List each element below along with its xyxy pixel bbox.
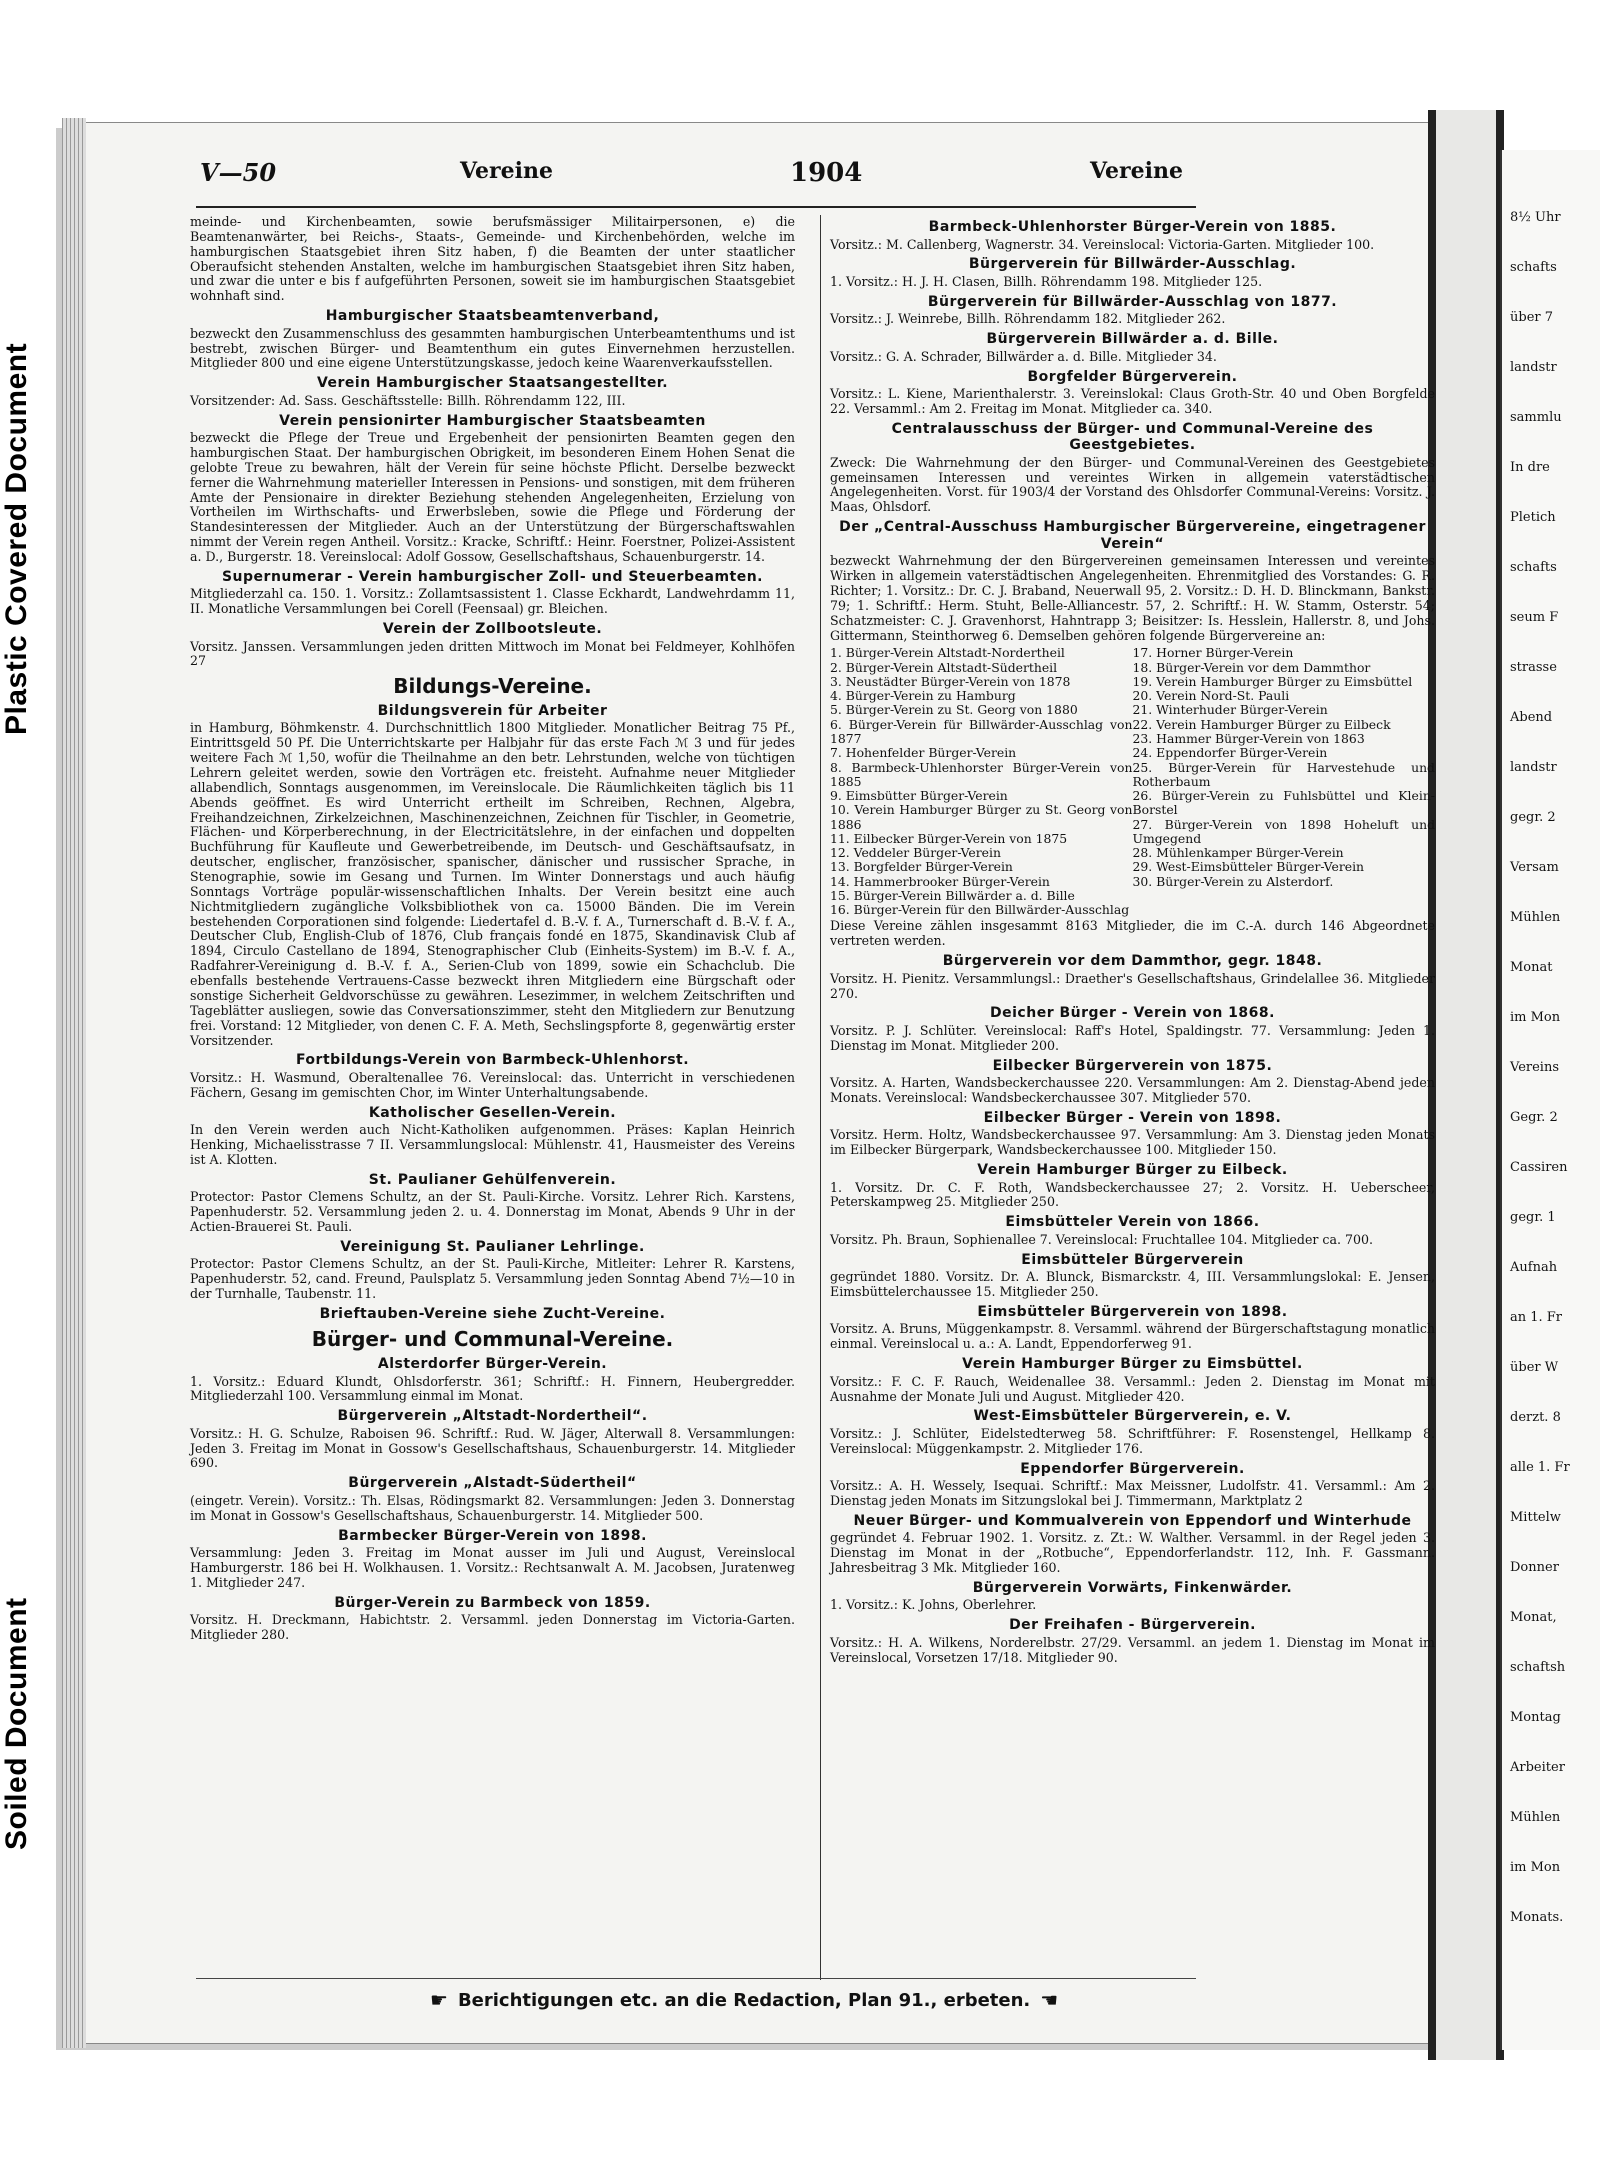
adjacent-page-fragment: schaftsh <box>1510 1660 1566 1675</box>
entry-text: Vorsitz.: H. G. Schulze, Raboisen 96. Schriftf.: Rud. W. Jäger, Alterwall 8. Versammlungen: Jeden 3. Freitag im Monat in Gossow's Gesellschaftshaus, Schauenburgerstr. 14. Mitglieder 690. <box>190 1425 795 1471</box>
footer-rule <box>196 1978 1196 1979</box>
footer-notice <box>430 1988 1170 2012</box>
entry-title: Verein der Zollbootsleute. <box>382 621 603 638</box>
entry-title: Eilbecker Bürgerverein von 1875. <box>992 1057 1273 1074</box>
entry-text: Diese Vereine zählen insgesammt 8163 Mitglieder, die im C.-A. durch 146 Abgeordnete vertreten werden. <box>830 918 1435 949</box>
right-column <box>830 215 1435 1669</box>
entry-title: Alsterdorfer Bürger-Verein. <box>377 1355 608 1372</box>
page-edge-left <box>62 118 86 2048</box>
entry-text: in Hamburg, Böhmkenstr. 4. Durchschnittlich 1800 Mitglieder. Monatlicher Beitrag 75 Pf., Eintrittsgeld 50 Pf. Die Unterrichtskarte per Halbjahr für das erste Fach ℳ 3 und für jedes weitere Fach ℳ 1,50, wofür die Theilnahme an den betr. Lehrstunden, welche von tüchtigen Lehrern geleitet werden, sowie den Vorträgen etc. freisteht. Aufnahme neuer Mitglieder allabendlich, Sonntags ausgenommen, im Vereinslocale. Die Räumlichkeiten täglich bis 11 Abends geöffnet. Es wird Unterricht ertheilt im Schreiben, Rechnen, Algebra, Freihandzeichnen, Zirkelzeichnen, Maschinenzeichnen, Zeichnen für Tischler, in Geometrie, Flächen- und Körperberechnung, in der Electricitätslehre, in der einfachen und doppelten Buchführung für Kaufleute und Gewerbetreibende, im Deutsch- und Geschäftsaufsatz, in deutscher, englischer, französischer, spanischer, dänischer und russischer Sprache, in Stenographie, sowie im Gesang und Turnen. Im Winter Donnerstags und auch häufig Sonntags Vorträge populär-wissenschaftlichen Inhalts. Der Verein besitzt eine auch Nichtmitgliedern zugängliche Volksbibliothek von ca. 15000 Bänden. Die im Verein bestehenden Corporationen sind folgende: Liedertafel d. B.-V. f. A., Turnerschaft d. B.-V. f. A., Deutscher Club, English-Club of 1876, Club français fondé en 1875, Skandinavisk Club af 1894, Circulo Castellano de 1894, Stenographischer Club (Einheits-System) im B.-V. f. A., Radfahrer-Vereinigung d. B.-V. f. A., Serien-Club von 1899, sowie ein Schachclub. Die ebenfalls bestehende Vertrauens-Casse bezweckt ihren Mitgliedern eine Bürgschaft oder sonstige Sicherheit Geldvorschüsse zu gewähren. Lesezimmer, in welchem Zeitschriften und Tageblätter ausliegen, sowie das Conversationszimmer, steht den Mitgliedern zur Benutzung frei. Vorstand: 12 Mitglieder, von denen C. F. A. Meth, Sechslingspforte 8, gegenwärtig erster Vorsitzender. <box>190 720 795 1048</box>
right-column-top <box>830 219 1435 643</box>
section-heading: Bürger- und Communal-Vereine. <box>311 1327 674 1352</box>
adjacent-page-fragment: schafts <box>1510 260 1557 275</box>
member-club: 12. Veddeler Bürger-Verein <box>830 845 1001 861</box>
adjacent-page-fragment: alle 1. Fr <box>1510 1460 1570 1475</box>
entry-text: In den Verein werden auch Nicht-Katholiken aufgenommen. Präses: Kaplan Heinrich Henking, Michaelisstrasse 7 II. Versammlungslocal: Mühlenstr. 41, Hausmeister des Vereins ist A. Klotten. <box>190 1122 795 1167</box>
entry-title: Centralausschuss der Bürger- und Communal-Vereine des Geestgebietes. <box>891 420 1374 454</box>
adjacent-page-fragment: landstr <box>1510 760 1557 775</box>
member-club: 13. Borgfelder Bürger-Verein <box>830 859 1013 875</box>
adjacent-page-fragment: Abend <box>1510 710 1553 725</box>
adjacent-page-fragment: derzt. 8 <box>1510 1410 1561 1425</box>
member-club: 17. Horner Bürger-Verein <box>1132 645 1294 661</box>
adjacent-page-fragment: strasse <box>1510 660 1557 675</box>
entry-title: Neuer Bürger- und Kommualverein von Eppendorf und Winterhude <box>853 1512 1412 1529</box>
member-club: 5. Bürger-Verein zu St. Georg von 1880 <box>830 702 1078 718</box>
adjacent-page-fragment: Vereins <box>1510 1060 1559 1075</box>
entry-title: Bürgerverein „Altstadt-Nordertheil“. <box>337 1408 648 1425</box>
member-club: 9. Eimsbütter Bürger-Verein <box>830 788 1008 804</box>
entry-title: Verein Hamburgischer Staatsangestellter. <box>316 375 669 392</box>
adjacent-page-fragment: sammlu <box>1510 410 1562 425</box>
member-club: 15. Bürger-Verein Billwärder a. d. Bille <box>830 887 1075 903</box>
entry-title: Hamburgischer Staatsbeamtenverband, <box>325 308 660 325</box>
adjacent-page-fragment: 8½ Uhr <box>1510 210 1561 225</box>
side-label-soiled: Soiled Document <box>0 1597 33 1850</box>
entry-title: Bürgerverein für Billwärder-Ausschlag von 1877. <box>927 293 1338 310</box>
page-gutter-inner <box>1436 110 1496 2060</box>
entry-title: Katholischer Gesellen-Verein. <box>368 1104 617 1121</box>
member-club: 10. Verein Hamburger Bürger zu St. Georg von 1886 <box>830 802 1133 832</box>
adjacent-page-fragment: Arbeiter <box>1510 1760 1565 1775</box>
entry-text: Vorsitz.: A. H. Wessely, Isequai. Schriftf.: Max Meissner, Ludolfstr. 41. Versamml.: Am 2. Dienstag jeden Monats im Sitzungslokal bei J. Timmermann, Marktplatz 2 <box>830 1478 1435 1509</box>
entry-title: Fortbildungs-Verein von Barmbeck-Uhlenhorst. <box>295 1052 690 1069</box>
header-rule <box>196 206 1196 208</box>
pointing-hand-icon-right: ☚ <box>1040 1988 1059 2012</box>
entry-text: gegründet 1880. Vorsitz. Dr. A. Blunck, Bismarckstr. 4, III. Versammlungslokal: E. Jensen, Eimsbüttelerchaussee 15. Mitglieder 250. <box>830 1269 1435 1300</box>
section-heading: Bildungs-Vereine. <box>393 674 592 699</box>
entry-title: Eilbecker Bürger - Verein von 1898. <box>983 1109 1282 1126</box>
member-club: 30. Bürger-Verein zu Alsterdorf. <box>1132 873 1334 889</box>
entry-text: Vorsitz.: H. Wasmund, Oberaltenallee 76. Vereinslocal: das. Unterricht in verschiedenen Fächern, Gesang im gemischten Chor, im Winter Unterhaltungsabende. <box>190 1069 795 1100</box>
entry-title: West-Eimsbütteler Bürgerverein, e. V. <box>973 1408 1292 1425</box>
adjacent-page-fragment: Monats. <box>1510 1910 1564 1925</box>
entry-text: Vorsitz. Ph. Braun, Sophienallee 7. Vereinslocal: Fruchtallee 104. Mitglieder ca. 700. <box>830 1231 1374 1247</box>
pointing-hand-icon: ☛ <box>430 1988 448 2012</box>
entry-text: Vorsitz. Herm. Holtz, Wandsbeckerchaussee 97. Versammlung: Am 3. Dienstag jeden Monats im Eilbecker Bürgerpark, Wandsbeckerchaussee 100. Mitglieder 150. <box>830 1127 1435 1158</box>
member-club: 1. Bürger-Verein Altstadt-Nordertheil <box>830 645 1065 661</box>
adjacent-page-fragment: Monat <box>1510 960 1553 975</box>
entry-title: Bürger-Verein zu Barmbeck von 1859. <box>334 1594 651 1611</box>
entry-text: Vorsitz. Janssen. Versammlungen jeden dritten Mittwoch im Monat bei Feldmeyer, Kohlhöfen 27 <box>190 638 795 669</box>
entry-title: Brieftauben-Vereine siehe Zucht-Vereine. <box>319 1305 666 1322</box>
right-column-bottom <box>830 919 1435 1665</box>
entry-text: 1. Vorsitz.: K. Johns, Oberlehrer. <box>830 1597 1037 1613</box>
adjacent-page-fragment: landstr <box>1510 360 1557 375</box>
member-list-left <box>830 646 1133 917</box>
member-club: 18. Bürger-Verein vor dem Dammthor <box>1132 659 1371 675</box>
member-club: 3. Neustädter Bürger-Verein von 1878 <box>830 673 1071 689</box>
header-section-right: Vereine <box>1090 158 1183 184</box>
entry-text: Vorsitz.: F. C. F. Rauch, Weidenallee 38. Versamml.: Jeden 2. Dienstag im Monat mit Ausnahme der Monate Juli und August. Mitglieder 420. <box>830 1373 1435 1404</box>
entry-text: Protector: Pastor Clemens Schultz, an der St. Pauli-Kirche, Mitleiter: Lehrer R. Karstens, Papenhuderstr. 52, cand. Freund, Paulsplatz 5. Versammlung jeden Sonntag Abend 7½—10 in der Turnhalle, Taubenstr. 11. <box>190 1256 795 1302</box>
member-list <box>830 646 1435 917</box>
adjacent-page-fragment: Montag <box>1510 1710 1561 1725</box>
entry-text: Vorsitz. H. Dreckmann, Habichtstr. 2. Versamml. jeden Donnerstag im Victoria-Garten. Mitglieder 280. <box>190 1612 795 1643</box>
member-club: 20. Verein Nord-St. Pauli <box>1132 688 1290 704</box>
entry-text: Vorsitz.: L. Kiene, Marienthalerstr. 3. Vereinslokal: Claus Groth-Str. 40 und Oben Borgfelde 22. Versamml.: Am 2. Freitag im Monat. Mitglieder ca. 340. <box>830 386 1435 416</box>
entry-text: Vorsitz. A. Harten, Wandsbeckerchaussee 220. Versammlungen: Am 2. Dienstag-Abend jeden Monats. Vereinslocal: Wandsbeckerchaussee 307. Mitglieder 570. <box>830 1075 1435 1105</box>
member-club: 8. Barmbeck-Uhlenhorster Bürger-Verein von 1885 <box>830 759 1133 789</box>
entry-title: Bürgerverein „Alstadt-Südertheil“ <box>348 1475 637 1492</box>
entry-text: Mitgliederzahl ca. 150. 1. Vorsitz.: Zollamtsassistent 1. Classe Eckhardt, Landwehrdamm 11, II. Monatliche Versammlungen bei Corell (Feensaal) gr. Bleichen. <box>190 586 795 617</box>
member-club: 11. Eilbecker Bürger-Verein von 1875 <box>830 830 1068 846</box>
adjacent-page-fragment: im Mon <box>1510 1860 1561 1875</box>
adjacent-page-fragment: Mühlen <box>1510 1810 1561 1825</box>
page-header <box>200 158 1200 198</box>
entry-text: Vorsitz. A. Bruns, Müggenkampstr. 8. Versamml. während der Bürgerschaftstagung monatlich einmal. Vereinslocal u. a.: A. Landt, Eppendorferweg 91. <box>830 1321 1435 1352</box>
side-label-plastic: Plastic Covered Document <box>0 342 33 735</box>
adjacent-page-fragment: Gegr. 2 <box>1510 1110 1558 1125</box>
entry-title: Eimsbütteler Bürgerverein von 1898. <box>977 1303 1288 1320</box>
header-year: 1904 <box>790 158 863 188</box>
entry-text: 1. Vorsitz. Dr. C. F. Roth, Wandsbeckerchaussee 27; 2. Vorsitz. H. Ueberscheer, Peterskampweg 25. Mitglieder 250. <box>830 1179 1435 1210</box>
entry-text: bezweckt den Zusammenschluss des gesammten hamburgischen Unterbeamtenthums und ist bestrebt, zwischen Bürger- und Beamtenthum ein gutes Einvernehmen herzustellen. Mitglieder 800 und eine eigene Unterstützungskasse, jedoch keine Waarenverkaufsstellen. <box>190 325 795 371</box>
entry-title: Der „Central-Ausschuss Hamburgischer Bürgervereine, eingetragener Verein“ <box>839 519 1426 552</box>
entry-text: Vorsitzender: Ad. Sass. Geschäftsstelle: Billh. Röhrendamm 122, III. <box>190 392 626 408</box>
entry-title: Bürgerverein Billwärder a. d. Bille. <box>986 331 1279 348</box>
entry-title: Verein Hamburger Bürger zu Eimsbüttel. <box>962 1356 1303 1373</box>
entry-title: Bürgerverein vor dem Dammthor, gegr. 1848. <box>942 953 1323 970</box>
left-column <box>190 215 795 1646</box>
entry-title: Borgfelder Bürgerverein. <box>1027 368 1238 385</box>
adjacent-page-fragment: gegr. 1 <box>1510 1210 1556 1225</box>
adjacent-page-fragment: Pletich <box>1510 510 1556 525</box>
entry-title: Deicher Bürger - Verein von 1868. <box>990 1005 1275 1022</box>
entry-text: Vorsitz.: J. Schlüter, Eidelstedterweg 58. Schriftführer: F. Rosenstengel, Hellkamp 8. Vereinslocal: Müggenkampstr. 2. Mitglieder 176. <box>830 1425 1435 1456</box>
entry-title: Verein pensionirter Hamburgischer Staatsbeamten <box>279 412 706 429</box>
adjacent-page-fragment: In dre <box>1510 460 1550 475</box>
entry-title: Vereinigung St. Paulianer Lehrlinge. <box>340 1238 645 1255</box>
entry-text: bezweckt die Pflege der Treue und Ergebenheit der pensionirten Beamten gegen den hamburgischen Staat. Der hamburgischen Obrigkeit, im besonderen Einem Hohen Senat die gelobte Treue zu bewahren, hält der Verein für seine höchste Pflicht. Derselbe bezweckt ferner die Wahrnehmung materieller Interessen in Pensions- und sonstigen, mit dem früheren Amte der Pensionaire in direkter Beziehung stehenden Angelegenheiten, Erzielung von Vortheilen im Wirthschafts- und Erwerbsleben, sowie die Pflege und Förderung der Standesinteressen der Mitglieder. Auch an der Unterstützung der Bürgerschaftswahlen nimmt der Verein regen Antheil. Vorsitz.: Kracke, Schriftf.: Heinr. Foerstner, Polizei-Assistent a. D., Burgerstr. 18. Vereinslocal: Adolf Gossow, Gesellschaftshaus, Schauenburgerstr. 14. <box>190 430 795 565</box>
entry-text: Versammlung: Jeden 3. Freitag im Monat ausser im Juli und August, Vereinslocal Hamburgerstr. 186 bei H. Wolkhausen. 1. Vorsitz.: Rechtsanwalt A. M. Jacobsen, Juratenweg 1. Mitglieder 247. <box>190 1545 795 1590</box>
member-club: 2. Bürger-Verein Altstadt-Südertheil <box>830 659 1058 675</box>
member-club: 16. Bürger-Verein für den Billwärder-Ausschlag <box>830 902 1130 918</box>
entry-text: Vorsitz.: G. A. Schrader, Billwärder a. d. Bille. Mitglieder 34. <box>830 348 1217 364</box>
adjacent-page-fragment: Donner <box>1510 1560 1559 1575</box>
member-club: 27. Bürger-Verein von 1898 Hoheluft und Umgegend <box>1132 816 1435 846</box>
member-club: 22. Verein Hamburger Bürger zu Eilbeck <box>1132 716 1391 732</box>
column-divider <box>820 215 821 1980</box>
header-section-left: Vereine <box>460 158 553 184</box>
entry-text: Zweck: Die Wahrnehmung der den Bürger- und Communal-Vereinen des Geestgebietes gemeinsamen Interessen und vereintes Wirken in allgemein vaterstädtischen Angelegenheiten. Vorst. für 1903/4 der Vorstand des Ohlsdorfer Communal-Vereins: Vorsitz. J. Maas, Ohlsdorf. <box>830 454 1435 515</box>
member-club: 26. Bürger-Verein zu Fuhlsbüttel und Klein-Borstel <box>1132 788 1435 818</box>
adjacent-page-fragment: Versam <box>1510 860 1559 875</box>
entry-title: Bildungsverein für Arbeiter <box>377 702 608 719</box>
entry-title: Bürgerverein für Billwärder-Ausschlag. <box>968 256 1297 273</box>
entry-title: Eimsbütteler Verein von 1866. <box>1005 1214 1260 1231</box>
adjacent-page-fragment: über W <box>1510 1360 1559 1375</box>
member-club: 28. Mühlenkamper Bürger-Verein <box>1132 845 1344 861</box>
member-club: 14. Hammerbrooker Bürger-Verein <box>830 873 1050 889</box>
entry-text: Vorsitz.: H. A. Wilkens, Norderelbstr. 27/29. Versamml. an jedem 1. Dienstag im Monat im Vereinslocal, Vorsetzen 17/18. Mitglieder 90. <box>830 1634 1435 1665</box>
member-club: 6. Bürger-Verein für Billwärder-Ausschlag von 1877 <box>830 716 1133 746</box>
member-list-right <box>1133 646 1436 917</box>
adjacent-page-fragment: Aufnah <box>1510 1260 1558 1275</box>
entry-title: Eimsbütteler Bürgerverein <box>1021 1251 1244 1268</box>
entry-text: Protector: Pastor Clemens Schultz, an der St. Pauli-Kirche. Vorsitz. Lehrer Rich. Karstens, Papenhuderstr. 52. Versammlung jeden 2. u. 4. Donnerstag im Monat, Abends 9 Uhr in der Actien-Brauerei St. Pauli. <box>190 1189 795 1234</box>
entry-text: bezweckt Wahrnehmung der den Bürgervereinen gemeinsamen Interessen und vereintes Wirken in allgemein vaterstädtischen Angelegenheiten. Ehrenmitglied des Vorstandes: G. R. Richter; 1. Vorsitz.: Dr. C. J. Braband, Neuerwall 95, 2. Vorsitz.: D. H. D. Blinckmann, Bankstr. 79; 1. Schriftf.: Herm. Stuht, Belle-Alliancestr. 57, 2. Schriftf.: H. W. Stamm, Osterstr. 54; Schatzmeister: C. J. Gravenhorst, Hahntrapp 3; Beisitzer: Is. Hesslein, Hallerstr. 8, und Johs. Gittermann, Steinthorweg 6. Demselben gehören folgende Bürgervereine an: <box>830 553 1435 643</box>
footer-text: Berichtigungen etc. an die Redaction, Plan 91., erbeten. <box>457 1989 1031 2011</box>
adjacent-page <box>1500 150 1600 2050</box>
member-club: 25. Bürger-Verein für Harvestehude und Rotherbaum <box>1132 759 1435 789</box>
entry-title: Barmbecker Bürger-Verein von 1898. <box>338 1527 647 1544</box>
adjacent-page-fragment: Mittelw <box>1510 1510 1561 1525</box>
entry-text: gegründet 4. Februar 1902. 1. Vorsitz. z. Zt.: W. Walther. Versamml. in der Regel jeden 3. Dienstag im Monat in der „Rotbuche“, Eppendorferlandstr. 112, Inh. F. Gassmann. Jahresbeitrag 3 Mk. Mitglieder 160. <box>830 1530 1435 1576</box>
member-club: 19. Verein Hamburger Bürger zu Eimsbüttel <box>1132 673 1413 689</box>
member-club: 4. Bürger-Verein zu Hamburg <box>830 688 1016 704</box>
entry-text: Vorsitz. H. Pienitz. Versammlungsl.: Draether's Gesellschaftshaus, Grindelallee 36. Mitglieder 270. <box>830 970 1435 1001</box>
member-club: 29. West-Eimsbütteler Bürger-Verein <box>1132 859 1365 875</box>
entry-text: 1. Vorsitz.: Eduard Klundt, Ohlsdorferstr. 361; Schriftf.: H. Finnern, Heubergredder. Mitgliederzahl 100. Versammlung einmal im Monat. <box>190 1373 795 1404</box>
adjacent-page-fragment: gegr. 2 <box>1510 810 1556 825</box>
entry-text: Vorsitz.: J. Weinrebe, Billh. Röhrendamm 182. Mitglieder 262. <box>830 311 1226 327</box>
entry-text: (eingetr. Verein). Vorsitz.: Th. Elsas, Rödingsmarkt 82. Versammlungen: Jeden 3. Donnerstag im Monat in Gossow's Gesellschaftshaus, Schauenburgerstr. 14. Mitglieder 500. <box>190 1492 795 1523</box>
adjacent-page-fragment: Monat, <box>1510 1610 1557 1625</box>
entry-text: Vorsitz. P. J. Schlüter. Vereinslocal: Raff's Hotel, Spaldingstr. 77. Versammlung: Jeden 1. Dienstag im Monat. Mitglieder 200. <box>830 1022 1435 1053</box>
adjacent-page-fragment: im Mon <box>1510 1010 1561 1025</box>
adjacent-page-fragment: über 7 <box>1510 310 1554 325</box>
entry-title: Supernumerar - Verein hamburgischer Zoll- und Steuerbeamten. <box>221 568 764 585</box>
entry-title: Der Freihafen - Bürgerverein. <box>1009 1617 1256 1634</box>
adjacent-page-fragment: an 1. Fr <box>1510 1310 1563 1325</box>
entry-text: 1. Vorsitz.: H. J. H. Clasen, Billh. Röhrendamm 198. Mitglieder 125. <box>830 273 1263 289</box>
entry-text: meinde- und Kirchenbeamten, sowie berufsmässiger Militairpersonen, e) die Beamtenanwärter, bei Reichs-, Staats-, Gemeinde- und Kirchenbehörden, welche im hamburgischen Staatsgebiet ihren Sitz haben, f) die Beamten der unter staatlicher Oberaufsicht stehenden Anstalten, welche im hamburgischen Staatsgebiet ihren Sitz haben, und zwar die unter e bis f aufgeführten Personen, soweit sie im hamburgischen Staatsgebiet wohnhaft sind. <box>190 214 795 304</box>
page-number: V—50 <box>200 158 277 187</box>
adjacent-page-fragment: Cassiren <box>1510 1160 1568 1175</box>
adjacent-page-fragment: Mühlen <box>1510 910 1561 925</box>
entry-title: Verein Hamburger Bürger zu Eilbeck. <box>977 1162 1288 1179</box>
member-club: 21. Winterhuder Bürger-Verein <box>1132 702 1328 718</box>
member-club: 24. Eppendorfer Bürger-Verein <box>1132 745 1328 761</box>
member-club: 23. Hammer Bürger-Verein von 1863 <box>1132 730 1365 746</box>
adjacent-page-fragment: seum F <box>1510 610 1559 625</box>
adjacent-page-fragment: schafts <box>1510 560 1557 575</box>
entry-title: Eppendorfer Bürgerverein. <box>1020 1460 1245 1477</box>
entry-title: Bürgerverein Vorwärts, Finkenwärder. <box>972 1579 1293 1596</box>
entry-title: Barmbeck-Uhlenhorster Bürger-Verein von 1885. <box>928 219 1337 235</box>
member-club: 7. Hohenfelder Bürger-Verein <box>830 745 1017 761</box>
entry-text: Vorsitz.: M. Callenberg, Wagnerstr. 34. Vereinslocal: Victoria-Garten. Mitglieder 100. <box>830 236 1375 252</box>
entry-title: St. Paulianer Gehülfenverein. <box>368 1171 617 1188</box>
